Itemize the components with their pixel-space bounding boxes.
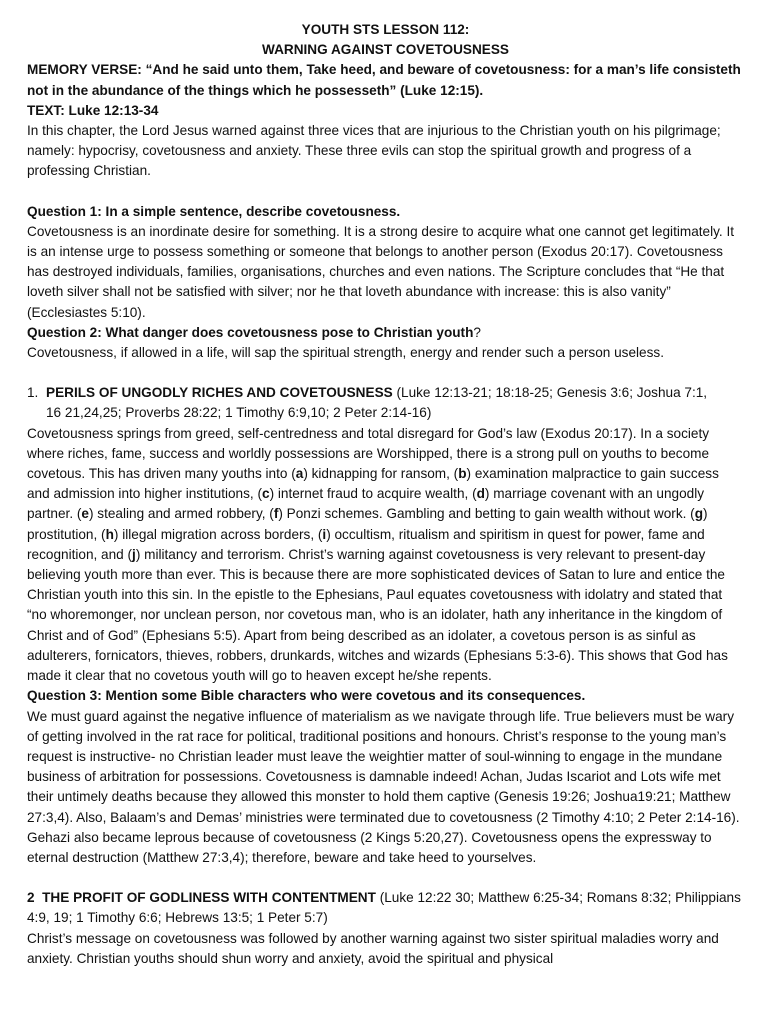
section-2-number: 2 [27, 890, 35, 906]
question-2-text: Question 2: What danger does covetousness pose to Christian youth [27, 324, 474, 340]
section-1-refs-cont: 16 21,24,25; Proverbs 28:22; 1 Timothy 6:9,10; 2 Peter 2:14-16) [46, 405, 432, 421]
memory-verse-label: MEMORY VERSE: [27, 62, 142, 78]
answer-2: Covetousness, if allowed in a life, will sap the spiritual strength, energy and render such a person useless. [27, 345, 664, 361]
memory-verse [27, 60, 744, 100]
intro-paragraph: In this chapter, the Lord Jesus warned against three vices that are injurious to the Christian youth on his pilgrimage; namely: hypocrisy, covetousness and anxiety. These three evils can stop the spiritual growth and progress of a professing Christian. [27, 123, 721, 179]
section-1-heading [27, 383, 744, 403]
section-2-refs: (Luke 12:22 30; Matthew 6:25-34; Romans 8:32; Philippians 4:9, 19; 1 Timothy 6:6; Hebrews 13:5; 1 Peter 5:7) [27, 890, 741, 926]
answer-1: Covetousness is an inordinate desire for something. It is a strong desire to acquire what one cannot get legitimately. It is an intense urge to possess something or someone that belongs to another person (Exodus 20:17). Covetousness has destroyed individuals, families, organisations, churches and even nations. The Scripture concludes that “He that loveth silver shall not be satisfied with silver; nor he that loveth abundance with increase: this is also vanity” (Ecclesiastes 5:10). [27, 223, 735, 320]
section-1-refs: (Luke 12:13-21; 18:18-25; Genesis 3:6; Joshua 7:1, [392, 385, 708, 401]
section-1-number: 1. [27, 385, 39, 401]
spacer [27, 182, 744, 202]
section-2-paragraph: Christ’s message on covetousness was followed by another warning against two sister spiritual maladies worry and anxiety. Christian youths should shun worry and anxiety, avoid the spiritual and physical [27, 930, 719, 966]
question-3: Question 3: Mention some Bible characters who were covetous and its consequences. [27, 688, 586, 704]
question-2-mark: ? [473, 324, 481, 340]
question-1: Question 1: In a simple sentence, describe covetousness. [27, 203, 401, 219]
question-2 [27, 323, 744, 343]
section-1-title: PERILS OF UNGODLY RICHES AND COVETOUSNESS [46, 385, 393, 401]
lesson-title: YOUTH STS LESSON 112: [301, 22, 470, 37]
lesson-subtitle: WARNING AGAINST COVETOUSNESS [262, 42, 509, 58]
spacer [27, 363, 744, 383]
text-reference: TEXT: Luke 12:13-34 [27, 102, 159, 118]
section-1-paragraph: Covetousness springs from greed, self-centredness and total disregard for God’s law (Exodus 20:17). In a society where riches, fame, success and worldly possessions are Worshipped, there is a strong pull on youths to become covetous. This has driven many youths into (a) kidnapping for ransom, (b) examination malpractice to gain success and admission into higher institutions, (c) internet fraud to acquire wealth, (d) marriage covenant with an ungodly partner. (e) stealing and armed robbery, (f) Ponzi schemes. Gambling and betting to gain wealth without work. (g) prostitution, (h) illegal migration across borders, (i) occultism, ritualism and spiritism in quest for power, fame and recognition, and (j) militancy and terrorism. Christ’s warning against covetousness is very relevant to present-day believing youth more than ever. This is because there are more sophisticated devices of Satan to lure and entice the Christian youth into this sin. In the epistle to the Ephesians, Paul equates covetousness with idolatry and stated that “no whoremonger, nor unclean person, nor covetous man, who is an idolater, hath any inheritance in the kingdom of Christ and of God” (Ephesians 5:5). Apart from being described as an idolater, a covetous person is as sinful as adulterers, fornicators, thieves, robbers, drunkards, witches and wizards (Ephesians 5:3-6). This shows that God has made it clear that no covetous youth will go to heaven except he/she repents. [27, 425, 728, 684]
answer-3: We must guard against the negative influence of materialism as we navigate through life. True believers must be wary of getting involved in the rat race for political, traditional positions and honours. Christ’s response to the young man’s request is instructive- no Christian leader must leave the weightier matter of soul-winning to engage in the mundane business of arbitration for possessions. Covetousness is damnable indeed! Achan, Judas Iscariot and Lots wife met their untimely deaths because they allowed this monster to hold them captive (Genesis 19:26; Joshua19:21; Matthew 27:3,4). Also, Balaam’s and Demas’ ministries were terminated due to covetousness (2 Timothy 4:10; 2 Peter 2:14-16). Gehazi also became leprous because of covetousness (2 Kings 5:20,27). Covetousness opens the expressway to eternal destruction (Matthew 27:3,4); therefore, beware and take heed to yourselves. [27, 708, 740, 865]
spacer [27, 868, 744, 888]
section-2-heading [27, 888, 744, 928]
memory-verse-text: “And he said unto them, Take heed, and beware of covetousness: for a man’s life consisteth not in the abundance of the things which he possesseth” (Luke 12:15). [27, 62, 741, 98]
section-2-title: THE PROFIT OF GODLINESS WITH CONTENTMENT [42, 890, 376, 906]
